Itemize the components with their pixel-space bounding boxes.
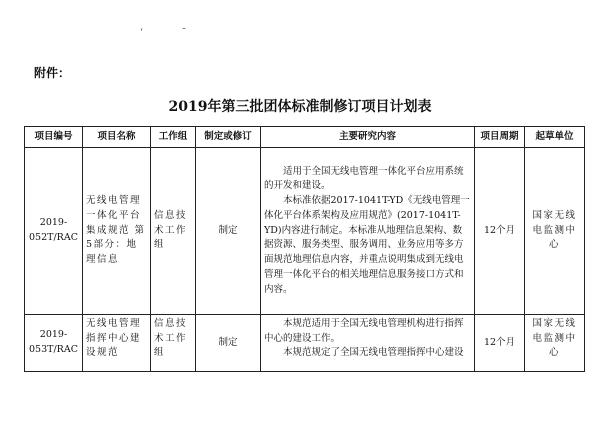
content-paragraph: 本规范规定了全国无线电管理指挥中心建设	[283, 347, 464, 359]
content-paragraph: 本规范适用于全国无线电管理机构进行指挥中心的建设工作。	[264, 318, 464, 344]
project-id-cell: 2019-053T/RAC	[25, 315, 83, 372]
table-header-row	[25, 127, 585, 148]
project-name-cell: 无线电管理指挥中心建设规范	[83, 315, 151, 372]
project-period-cell: 12个月	[475, 148, 525, 315]
column-header: 起草单位	[525, 127, 585, 148]
column-header: 项目编号	[25, 127, 83, 148]
research-content-cell	[261, 315, 475, 372]
column-header: 工作组	[151, 127, 196, 148]
project-name-cell: 无线电管理一体化平台集成规范 第5部分：地理信息	[83, 148, 151, 315]
project-period-cell: 12个月	[475, 315, 525, 372]
table-row	[25, 315, 585, 372]
revision-type-cell: 制定	[196, 148, 261, 315]
column-header: 项目名称	[83, 127, 151, 148]
project-plan-table	[24, 126, 585, 372]
working-group-cell: 信息技术工作组	[151, 315, 196, 372]
table-row	[25, 148, 585, 315]
project-id-cell: 2019-052T/RAC	[25, 148, 83, 315]
column-header: 项目周期	[475, 127, 525, 148]
content-paragraph: 本标准依据2017-1041T-YD《无线电管理一体化平台体系架构及应用规范》(2017-1041T-YD)内容进行制定。本标准从地理信息架构、数据资源、服务类型、服务调用、业务应用等多方面规范地理信息内容，并重点说明集成到无线电管理一体化平台的相关地理信息服务接口方式和内容。	[264, 195, 470, 295]
document-title: 2019年第三批团体标准制修订项目计划表	[168, 99, 432, 115]
drafting-unit-cell: 国家无线电监测中心	[525, 148, 585, 315]
research-content-cell	[261, 148, 475, 315]
revision-type-cell: 制定	[196, 315, 261, 372]
column-header: 主要研究内容	[261, 127, 475, 148]
drafting-unit-cell: 国家无线电监测中心	[525, 315, 585, 372]
content-paragraph: 适用于全国无线电管理一体化平台应用系统的开发和建设。	[264, 165, 464, 192]
attachment-label: 附件：	[34, 66, 71, 80]
working-group-cell: 信息技术工作组	[151, 148, 196, 315]
column-header: 制定或修订	[196, 127, 261, 148]
scan-specks: ‘ ¯	[140, 28, 205, 38]
